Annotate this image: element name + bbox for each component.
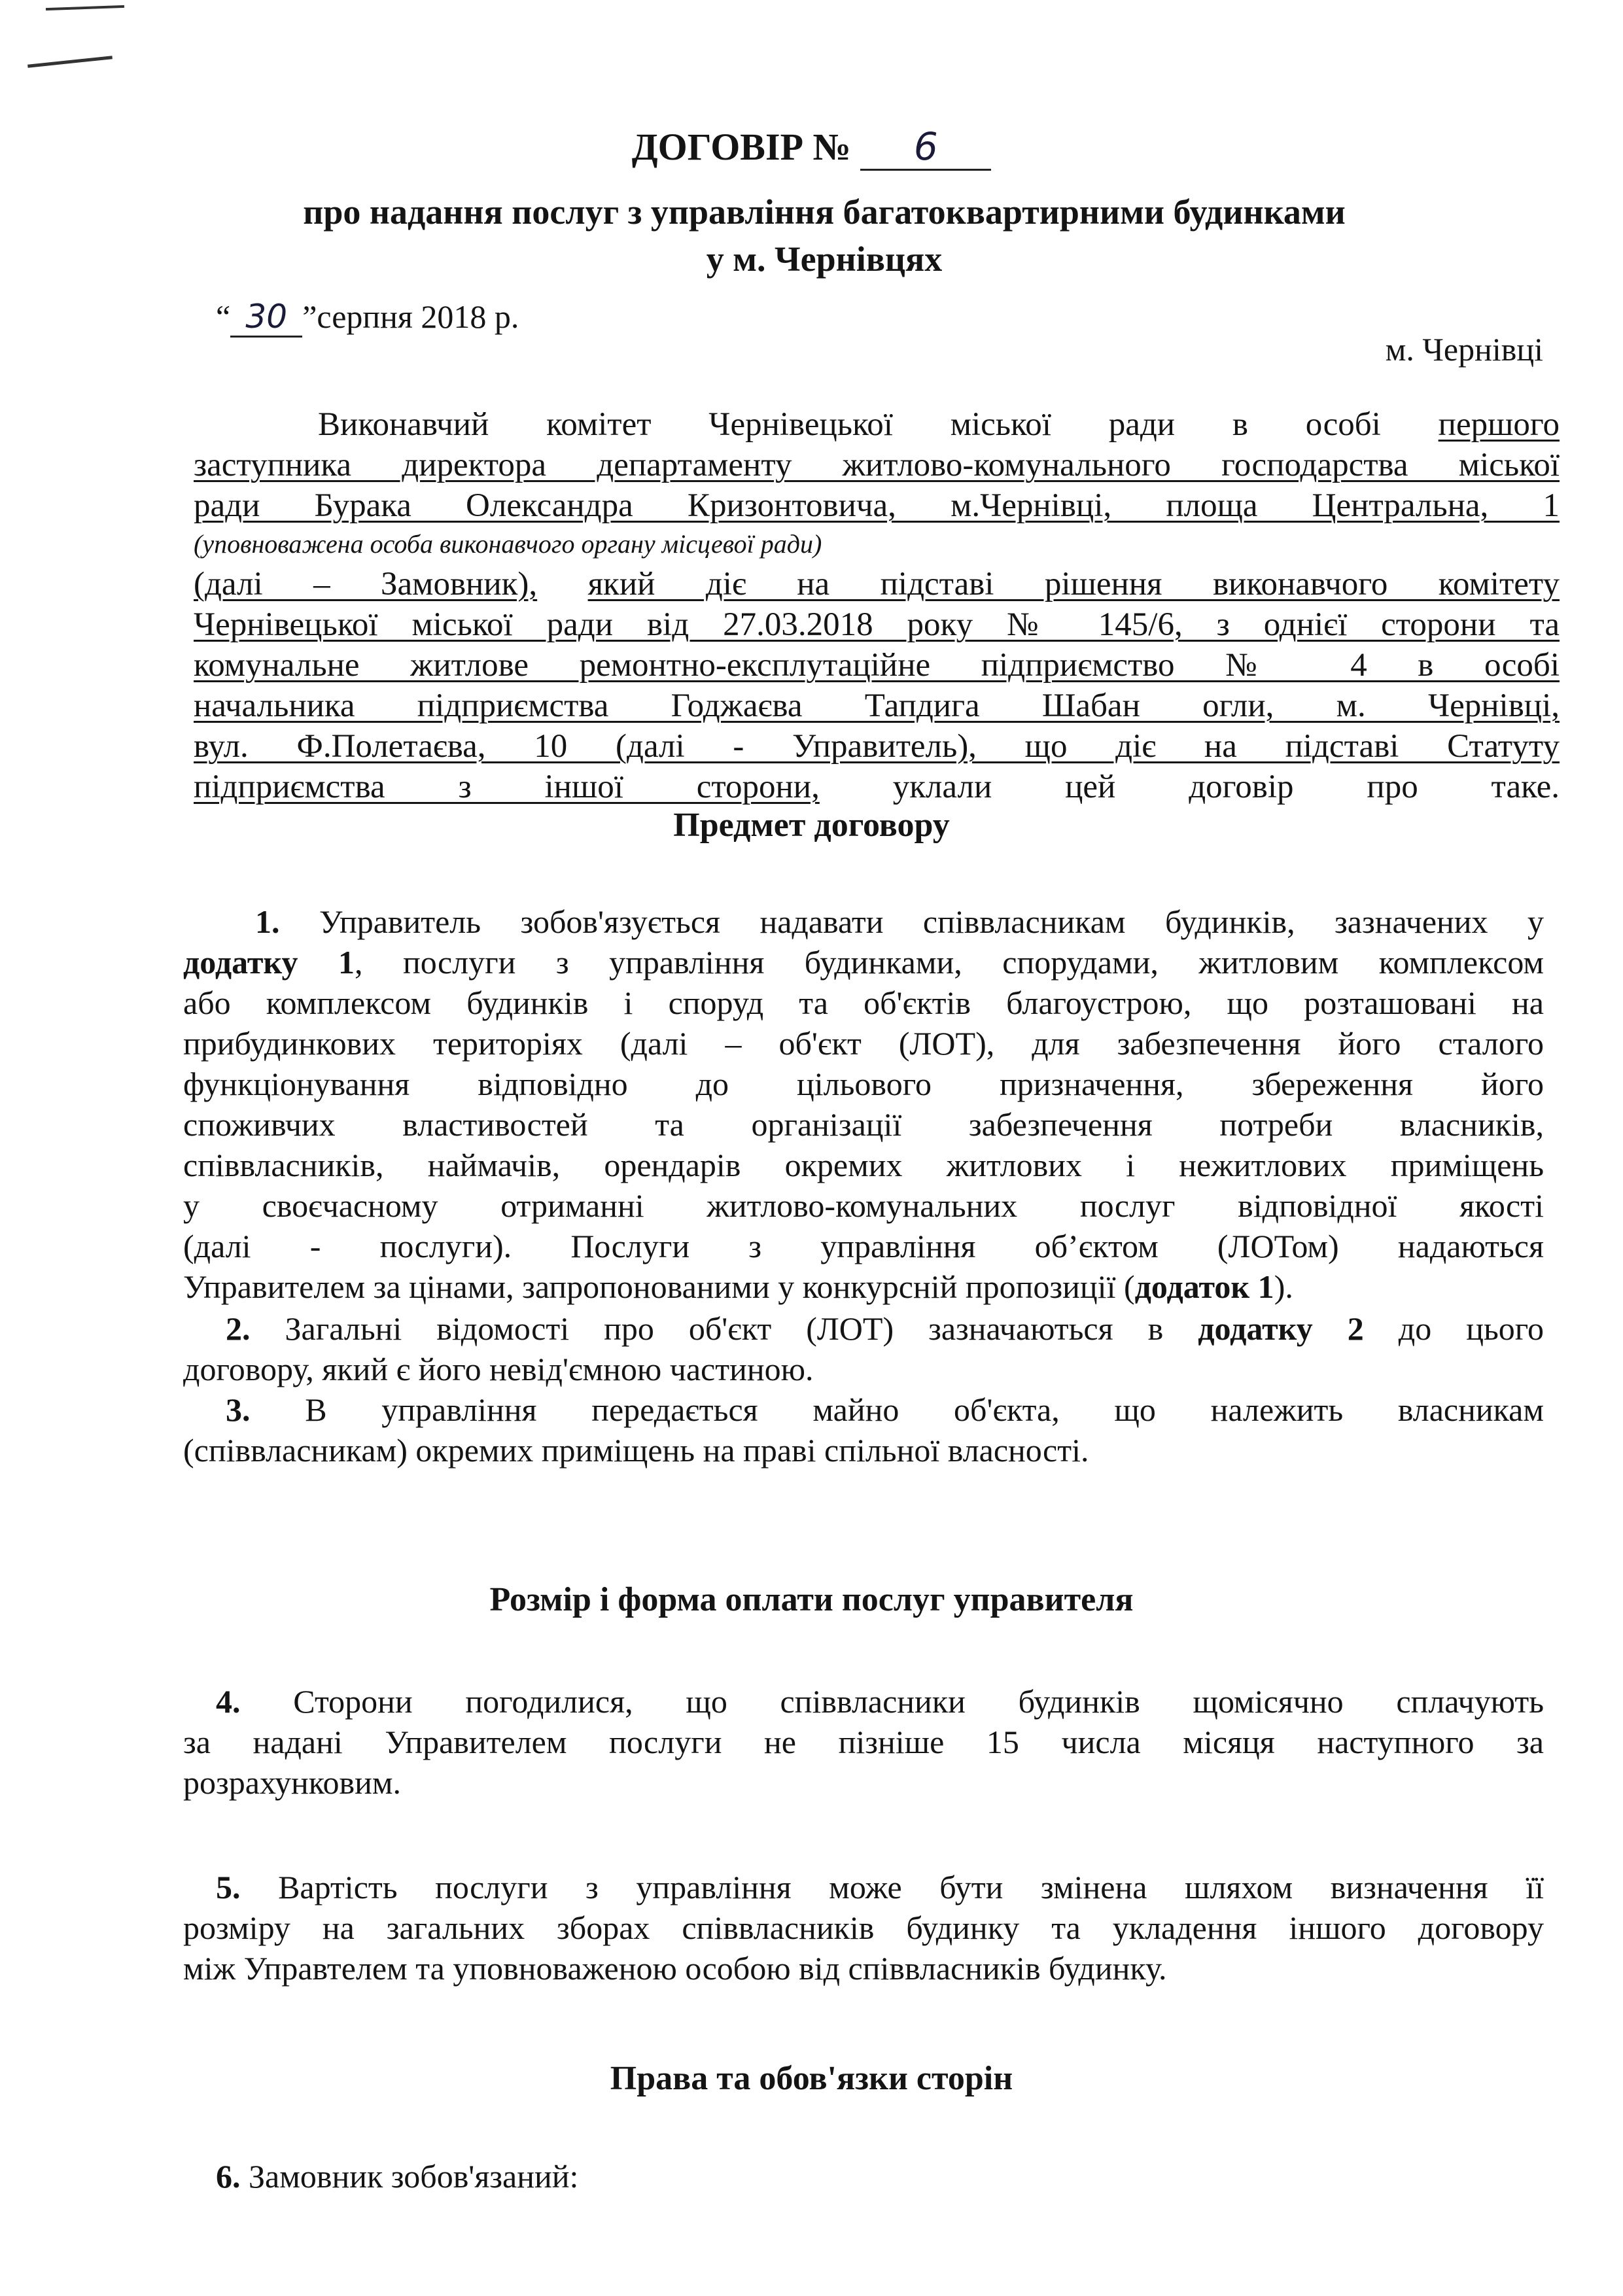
document-subtitle [196, 188, 1452, 283]
contract-date: “ 30 ”серпня 2018 р. [216, 298, 519, 338]
p1-line-10: Управителем за цінами, запропонованими у конкурсній пропозиції (додаток 1). [183, 1268, 1293, 1305]
title-prefix: ДОГОВІР № [631, 126, 851, 168]
document-title [0, 124, 1623, 171]
p1-line-6: споживчих властивостей та організації забезпечення потреби власників, [183, 1106, 1544, 1143]
preamble-line-9: підприємства з іншої сторони, уклали цей договір про таке. [194, 769, 1560, 805]
date-day: 30 [230, 298, 302, 338]
p5-line-1: 5. Вартість послуги з управління може бути змінена шляхом визначення її [216, 1869, 1544, 1905]
p1-line-2: додатку 1, послуги з управління будинками, спорудами, житловим комплексом [183, 944, 1544, 981]
p1-line-1: 1. Управитель зобов'язується надавати співвласникам будинків, зазначених у [255, 903, 1544, 940]
p4-line-2: за надані Управителем послуги не пізніше 15 числа місяця наступного за [183, 1724, 1544, 1760]
section-heading-rights: Права та обов'язки сторін [610, 2060, 1013, 2097]
preamble-line-1: Виконавчий комітет Чернівецької міської ради в особі першого [318, 406, 1560, 443]
subtitle-line-2: у м. Чернівцях [706, 239, 943, 279]
contract-number: 6 [860, 124, 991, 171]
p1-line-5: функціонування відповідно до цільового призначення, збереження його [183, 1066, 1544, 1102]
preamble-line-8: вул. Ф.Полетаєва, 10 (далі - Управитель), що діє на підставі Статуту [194, 728, 1560, 765]
preamble-line-4: (далі – Замовник), який діє на підставі рішення виконавчого комітету [194, 566, 1560, 602]
p4-line-1: 4. Сторони погодилися, що співвласники будинків щомісячно сплачують [216, 1683, 1544, 1720]
p5-line-2: розміру на загальних зборах співвласників будинку та укладення іншого договору [183, 1909, 1544, 1946]
p1-line-3: або комплексом будинків і споруд та об'єктів благоустрою, що розташовані на [183, 984, 1544, 1021]
preamble-line-6: комунальне житлове ремонтно-експлутаційне підприємство № 4 в особі [194, 647, 1560, 684]
p1-line-8: у своєчасному отриманні житлово-комунальних послуг відповідної якості [183, 1187, 1544, 1224]
section-heading-payment: Розмір і форма оплати послуг управителя [489, 1581, 1134, 1618]
preamble-line-7: начальника підприємства Годжаєва Тапдига Шабан огли, м. Чернівці, [194, 687, 1560, 724]
preamble-note: (уповноважена особа виконавчого органу місцевої ради) [194, 529, 822, 559]
subtitle-line-1: про надання послуг з управління багатоквартирними будинками [303, 192, 1346, 232]
contract-city: м. Чернівці [1385, 331, 1543, 368]
scan-mark [27, 56, 113, 68]
preamble-line-2: заступника директора департаменту житлово-комунального господарства міської [194, 447, 1560, 483]
p2-line-2: договору, який є його невід'ємною частиною. [183, 1351, 814, 1387]
p1-line-7: співвласників, наймачів, орендарів окремих житлових і нежитлових приміщень [183, 1147, 1544, 1183]
p3-line-1: 3. В управління передається майно об'єкта, що належить власникам [226, 1391, 1544, 1428]
p1-line-4: прибудинкових територіях (далі – об'єкт (ЛОТ), для забезпечення його сталого [183, 1025, 1544, 1062]
preamble-line-3: ради Бурака Олександра Кризонтовича, м.Чернівці, площа Центральна, 1 [194, 487, 1560, 524]
p6-line-1: 6. Замовник зобов'язаний: [216, 2158, 579, 2195]
p1-line-9: (далі - послуги). Послуги з управління об’єктом (ЛОТом) надаються [183, 1228, 1544, 1264]
p4-line-3: розрахунковим. [183, 1764, 402, 1801]
section-heading-subject: Предмет договору [673, 807, 950, 844]
scan-mark [46, 5, 124, 10]
p5-line-3: між Управтелем та уповноваженою особою від співвласників будинку. [183, 1950, 1167, 1987]
p2-line-1: 2. Загальні відомості про об'єкт (ЛОТ) зазначаються в додатку 2 до цього [226, 1310, 1544, 1347]
preamble-line-5: Чернівецької міської ради від 27.03.2018 року № 145/6, з однієї сторони та [194, 606, 1560, 643]
p3-line-2: (співвласникам) окремих приміщень на праві спільної власності. [183, 1432, 1089, 1469]
date-rest: серпня 2018 р. [317, 298, 519, 335]
